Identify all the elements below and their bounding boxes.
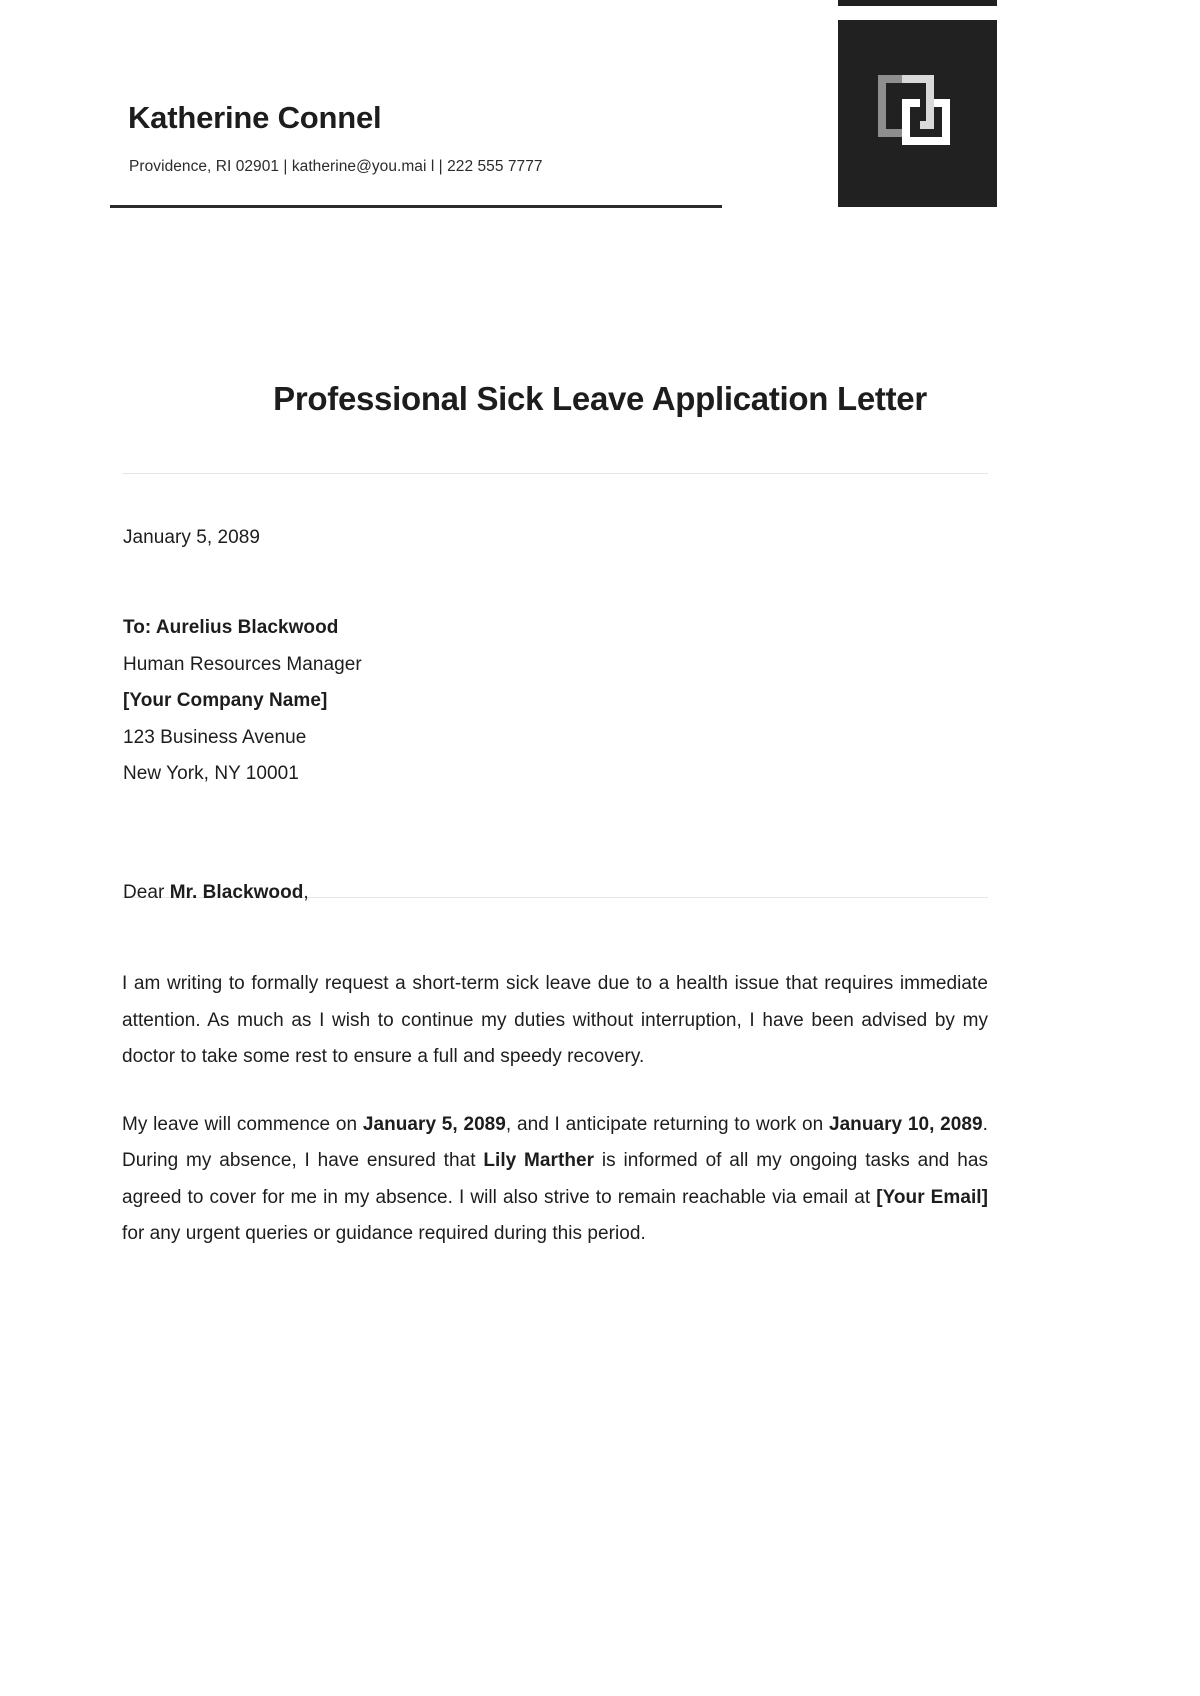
salutation-suffix: , — [303, 882, 309, 903]
emphasis-run: January 5, 2089 — [362, 1113, 506, 1135]
recipient-line: New York, NY 10001 — [123, 763, 299, 784]
logo-block — [838, 20, 997, 207]
letterhead — [0, 0, 1200, 208]
emphasis-run: January 10, 2089 — [828, 1113, 983, 1135]
recipient-address-block — [123, 610, 723, 793]
salutation — [123, 882, 309, 904]
letter-date: January 5, 2089 — [123, 527, 261, 548]
recipient-line: 123 Business Avenue — [123, 726, 307, 748]
overlapping-brackets-logo-icon — [876, 73, 960, 155]
title-divider — [122, 473, 988, 474]
text-run: I am writing to formally request a short-term sick leave due to a health issue that requires immediate attention. As much as I wish to continue my duties without interruption, I have been advised by my doctor to take some rest to ensure a full and speedy recovery. — [122, 973, 988, 1067]
letter-body — [122, 966, 988, 1253]
text-run: My leave will commence on — [122, 1113, 363, 1135]
text-run: is informed of all my ongoing tasks and has agreed to cover for me in my absence. I will also strive to remain reachable via email at — [122, 1150, 988, 1208]
logo-top-tab — [838, 0, 997, 6]
salutation-prefix: Dear — [123, 882, 170, 903]
paragraph-1 — [122, 966, 988, 1076]
text-run: . During my absence, I have ensured that — [122, 1113, 988, 1171]
recipient-line: [Your Company Name] — [123, 690, 328, 711]
letterhead-rule — [110, 205, 722, 208]
text-run: for any urgent queries or guidance required during this period. — [122, 1223, 646, 1244]
emphasis-run: Lily Marther — [483, 1150, 595, 1171]
paragraph-2 — [122, 1107, 988, 1253]
sender-name: Katherine Connel — [128, 100, 382, 135]
document-title: Professional Sick Leave Application Letter — [273, 380, 927, 417]
text-run: , and I anticipate returning to work on — [505, 1113, 829, 1135]
salutation-name: Mr. Blackwood — [169, 882, 304, 903]
recipient-line: To: Aurelius Blackwood — [123, 617, 339, 638]
sender-contact-line: Providence, RI 02901 | katherine@you.mai l | 222 555 7777 — [129, 158, 543, 175]
recipient-line: Human Resources Manager — [123, 653, 362, 675]
emphasis-run: [Your Email] — [876, 1186, 988, 1208]
